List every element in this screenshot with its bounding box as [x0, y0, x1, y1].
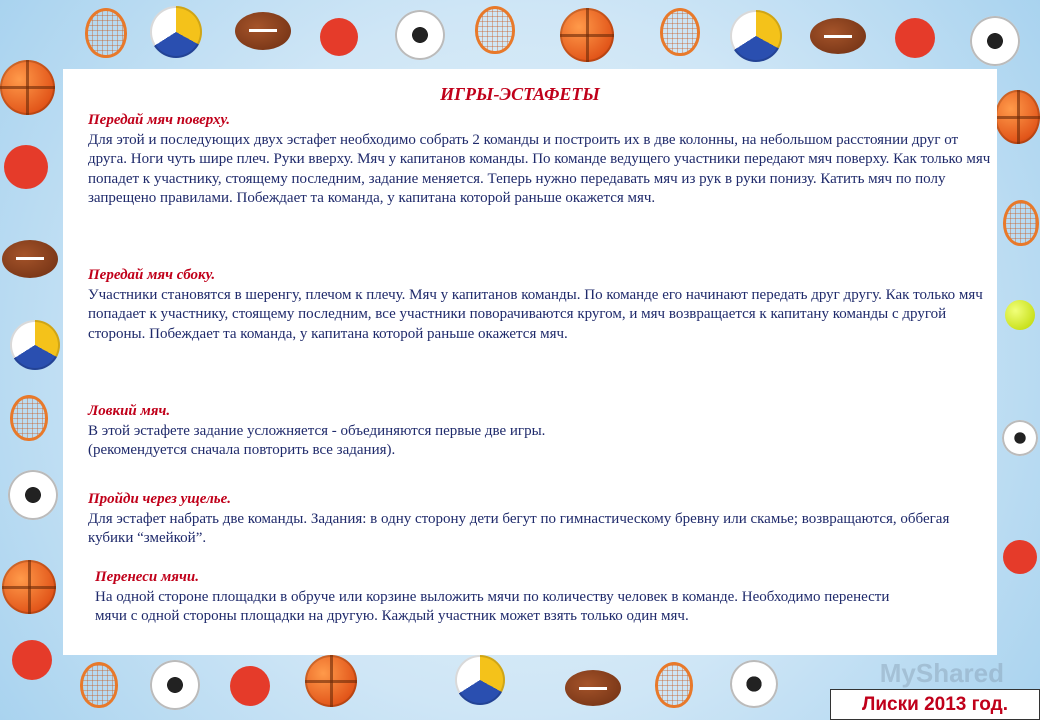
watermark-logo: MyShared [879, 658, 1004, 688]
tennis-racket-icon [80, 662, 118, 708]
soccer-ball-icon [8, 470, 58, 520]
soccer-ball-icon [1002, 420, 1038, 456]
section-pass-side [88, 266, 993, 344]
ping-pong-paddle-icon [1003, 540, 1037, 574]
section-text: Участники становятся в шеренгу, плечом к плечу. Мяч у капитанов команды. По команде его начинают передать друг другу. Как только мяч попадает к участнику, стоящему последним, все участники поворачиваются кругом, и мяч возвращается к капитану команды с другой стороны. Побеждает та команда, у капитана которой раньше окажется мяч. [88, 286, 983, 342]
section-carry-balls [95, 568, 915, 627]
section-agile-ball [88, 402, 993, 461]
rugby-ball-icon [235, 12, 291, 50]
section-heading: Передай мяч сбоку. [88, 267, 216, 283]
page-title: ИГРЫ-ЭСТАФЕТЫ [440, 84, 600, 104]
section-heading: Передай мяч поверху. [88, 112, 230, 128]
section-text: Для эстафет набрать две команды. Задания: в одну сторону дети бегут по гимнастическому бревну или скамье; возвращаются, оббегая кубики “змейкой”. [88, 510, 950, 546]
section-gorge [88, 490, 993, 549]
basketball-icon [2, 560, 56, 614]
basketball-icon [305, 655, 357, 707]
ping-pong-paddle-icon [320, 18, 358, 56]
section-text: В этой эстафете задание усложняется - объединяются первые две игры. [88, 422, 546, 439]
section-heading: Ловкий мяч. [88, 403, 171, 419]
rugby-ball-icon [565, 670, 621, 706]
section-text: Для этой и последующих двух эстафет необходимо собрать 2 команды и построить их в две колонны, на небольшом расстоянии друг от друга. Ноги чуть шире плеч. Руки вверху. Мяч у капитанов команды. По команде ведущего участники передают мяч поверху. Как только мяч попадет к участнику, стоящему последним, задание меняется. Теперь нужно передавать мяч из рук в руки понизу. Катить мяч по полу запрещено правилами. Побеждает та команда, у капитана которой раньше окажется мяч. [88, 131, 991, 206]
soccer-ball-icon [970, 16, 1020, 66]
tennis-racket-icon [10, 395, 48, 441]
tennis-ball-icon [1005, 300, 1035, 330]
rugby-ball-icon [2, 240, 58, 278]
volleyball-icon [10, 320, 60, 370]
section-note: (рекомендуется сначала повторить все задания). [88, 442, 396, 458]
soccer-ball-icon [395, 10, 445, 60]
basketball-icon [560, 8, 614, 62]
soccer-ball-icon [730, 660, 778, 708]
rugby-ball-icon [810, 18, 866, 54]
tennis-racket-icon [655, 662, 693, 708]
section-heading: Перенеси мячи. [95, 569, 199, 585]
volleyball-icon [455, 655, 505, 705]
tennis-racket-icon [475, 6, 515, 54]
ping-pong-paddle-icon [4, 145, 48, 189]
volleyball-icon [150, 6, 202, 58]
section-heading: Пройди через ущелье. [88, 491, 232, 507]
volleyball-icon [730, 10, 782, 62]
tennis-racket-icon [660, 8, 700, 56]
ping-pong-paddle-icon [895, 18, 935, 58]
ping-pong-paddle-icon [230, 666, 270, 706]
tennis-racket-icon [1003, 200, 1039, 246]
footer-caption: Лиски 2013 год. [830, 689, 1040, 720]
ping-pong-paddle-icon [12, 640, 52, 680]
section-text: На одной стороне площадки в обруче или корзине выложить мячи по количеству человек в команде. Необходимо перенести мячи с одной стороны площадки на другую. Каждый участник может взять только один мяч. [95, 588, 890, 624]
section-pass-over [88, 111, 993, 209]
soccer-ball-icon [150, 660, 200, 710]
tennis-racket-icon [85, 8, 127, 58]
